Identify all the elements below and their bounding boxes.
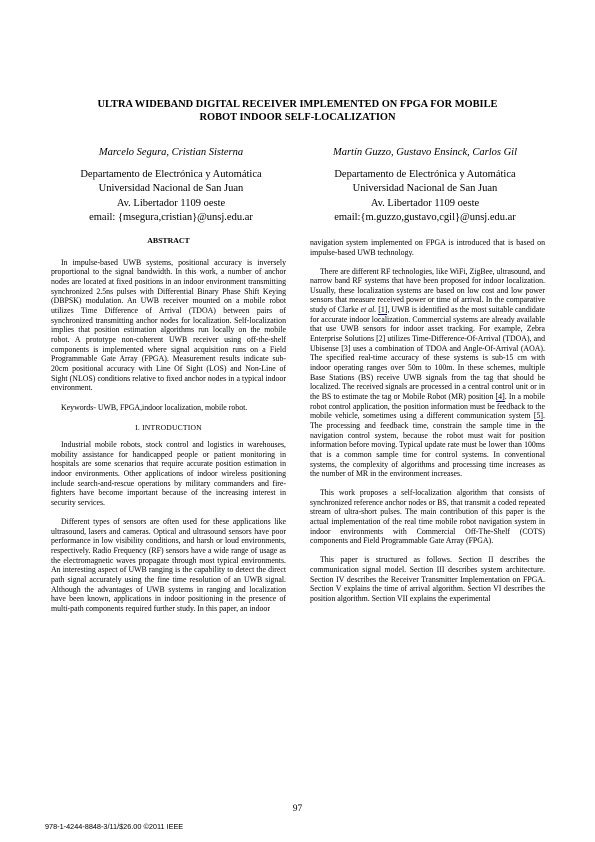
author-university-right: Universidad Nacional de San Juan [352, 183, 498, 195]
author-block-right [300, 146, 550, 225]
author-block-left [46, 146, 296, 225]
author-names-left: Marcelo Segura, Cristian Sisterna [98, 147, 244, 158]
right-column [310, 238, 545, 604]
author-email-right: email:{m.guzzo,gustavo,cgil}@unsj.edu.ar [334, 211, 516, 223]
author-department-left: Departamento de Electrónica y Automática [80, 169, 262, 180]
paragraph-text: . In a mobile robot control application, the position information must be feedback to the mobile vehicle, sometimes using a different communication system [310, 392, 545, 421]
abstract-text: In impulse-based UWB systems, positional accuracy is inversely proportional to the signal bandwidth. In this work, a number of anchor nodes are located at fixed positions in an indoor environment transmitting synchronized 2.5ns pulses with Differential Binary Phase Shift Keying (DBPSK) modulation. An UWB receiver mounted on a mobile robot utilizes Time Difference of Arrival (TDOA) between pairs of synchronized transmitting anchor nodes for localization. Self-localization implies that position estimation algorithms run locally on the mobile robot. A prototype non-coherent UWB receiver using off-the-shelf components is implemented where signal acquisition runs on a Field Programmable Gate Array (FPGA). Measurement results indicate sub-20cm positional accuracy with Line Of Sight (LOS) and Non-Line of Sight (NLOS) conditions relative to fixed anchor nodes in a typical indoor environment. [51, 257, 286, 393]
left-column [51, 236, 286, 614]
intro-paragraph-5: This work proposes a self-localization algorithm that consists of synchronized reference anchor nodes or BS, that transmit a coded repeated stream of ultra-short pulses. The main contribution of this paper is the actual implementation of the real time mobile robot navigation system in indoor environments with Commercial Off-The-Shelf (COTS) components and Field Programmable Gate Array (FPGA). [310, 488, 545, 546]
paper-title-line1: ULTRA WIDEBAND DIGITAL RECEIVER IMPLEMENTED ON FPGA FOR MOBILE [97, 99, 498, 110]
author-department-right: Departamento de Electrónica y Automática [334, 169, 516, 180]
paper-title-line2: ROBOT INDOOR SELF-LOCALIZATION [199, 112, 396, 123]
abstract-heading: ABSTRACT [147, 236, 190, 245]
paragraph-text: . The processing and feedback time, constrain the sample time in the navigation control system, because the robot must wait for position information before moving. Typical update rate must be lower than 100ms that is a common sample time for control systems. In conventional systems, the complexity of algorithms and processing time increases as the number of MR in the environment increases. [310, 411, 545, 479]
author-address-right: Av. Libertador 1109 oeste [370, 197, 480, 209]
et-al: et al. [360, 305, 377, 315]
citation-link-5[interactable]: [5] [533, 411, 544, 421]
intro-paragraph-6: This paper is structured as follows. Section II describes the communication signal model. Section III describes system architecture. Section IV describes the Receiver Transmitter Implementation on FPGA. Section V explains the time of arrival algorithm. Section VI describes the position algorithm. Section VII explains the experimental [310, 555, 545, 603]
paper-title [50, 98, 545, 124]
section-heading-introduction: I. INTRODUCTION [135, 422, 202, 432]
copyright-footer: 978-1-4244-8848-3/11/$26.00 ©2011 IEEE [45, 822, 184, 831]
paragraph-text: There are different RF technologies, like WiFi, ZigBee, ultrasound, and narrow band RF systems that have been proposed for indoor localization. Usually, these localization systems are based on low cost and low power sensors that measure received power or time of arrival. In the comparative study of Clarke [310, 266, 545, 315]
author-names-right: Martín Guzzo, Gustavo Ensinck, Carlos Gil [332, 147, 518, 158]
intro-paragraph-3: navigation system implemented on FPGA is introduced that is based on impulse-based UWB technology. [310, 238, 545, 257]
author-email-left: email: {msegura,cristian}@unsj.edu.ar [89, 211, 253, 223]
intro-paragraph-2: Different types of sensors are often used for these applications like ultrasound, lasers and cameras. Optical and ultrasound sensors have poor performance in low visibility conditions, and harsh or loud environments, respectively. Radio Frequency (RF) sensors have a wide range of usage as the electromagnetic waves propagate through most typical environments. An interesting aspect of UWB ranging is the capability to detect the direct path signal accurately using the fine time resolution of an UWB signal. Although the advantages of UWB systems in ranging and localization have been known, applications in indoor positioning in the presence of multi-path components required further study. In this paper, an indoor [51, 516, 286, 613]
paragraph-text: , UWB is identified as the most suitable candidate for accurate indoor localization. Commercial systems are already available that use UWB sensors for indoor asset tracking. For example, Zebra Enterprise Solutions [2] utilizes Time-Difference-Of-Arrival (TDOA), and Ubisense [3] uses a combination of TDOA and Angle-Of-Arrival (AOA). The specified real-time accuracy of these systems is sub-15 cm with indoor operating ranges over 50m to 100m. In these schemes, multiple Base Stations (BS) receive UWB signals from the tag that should be localized. The received signals are processed in a central control unit or in the BS to estimate the tag or Mobile Robot (MR) position [310, 305, 545, 402]
author-address-left: Av. Libertador 1109 oeste [116, 197, 226, 209]
citation-link-1[interactable]: [1] [378, 305, 388, 315]
intro-paragraph-1: Industrial mobile robots, stock control and logistics in warehouses, mobility assistance for handicapped people or patient monitoring in hospitals are some scenarios that require accurate position estimation in indoor environments. Other applications of indoor wireless positioning include search-and-rescue operations by military commanders and fire-fighters have become important because of the increasing interest in security services. [51, 440, 286, 508]
page-number: 97 [292, 804, 303, 814]
author-university-left: Universidad Nacional de San Juan [98, 183, 244, 195]
keywords: Keywords- UWB, FPGA,indoor localization, mobile robot. [61, 402, 248, 412]
intro-paragraph-4 [310, 267, 545, 479]
citation-link-4[interactable]: [4] [495, 392, 505, 402]
